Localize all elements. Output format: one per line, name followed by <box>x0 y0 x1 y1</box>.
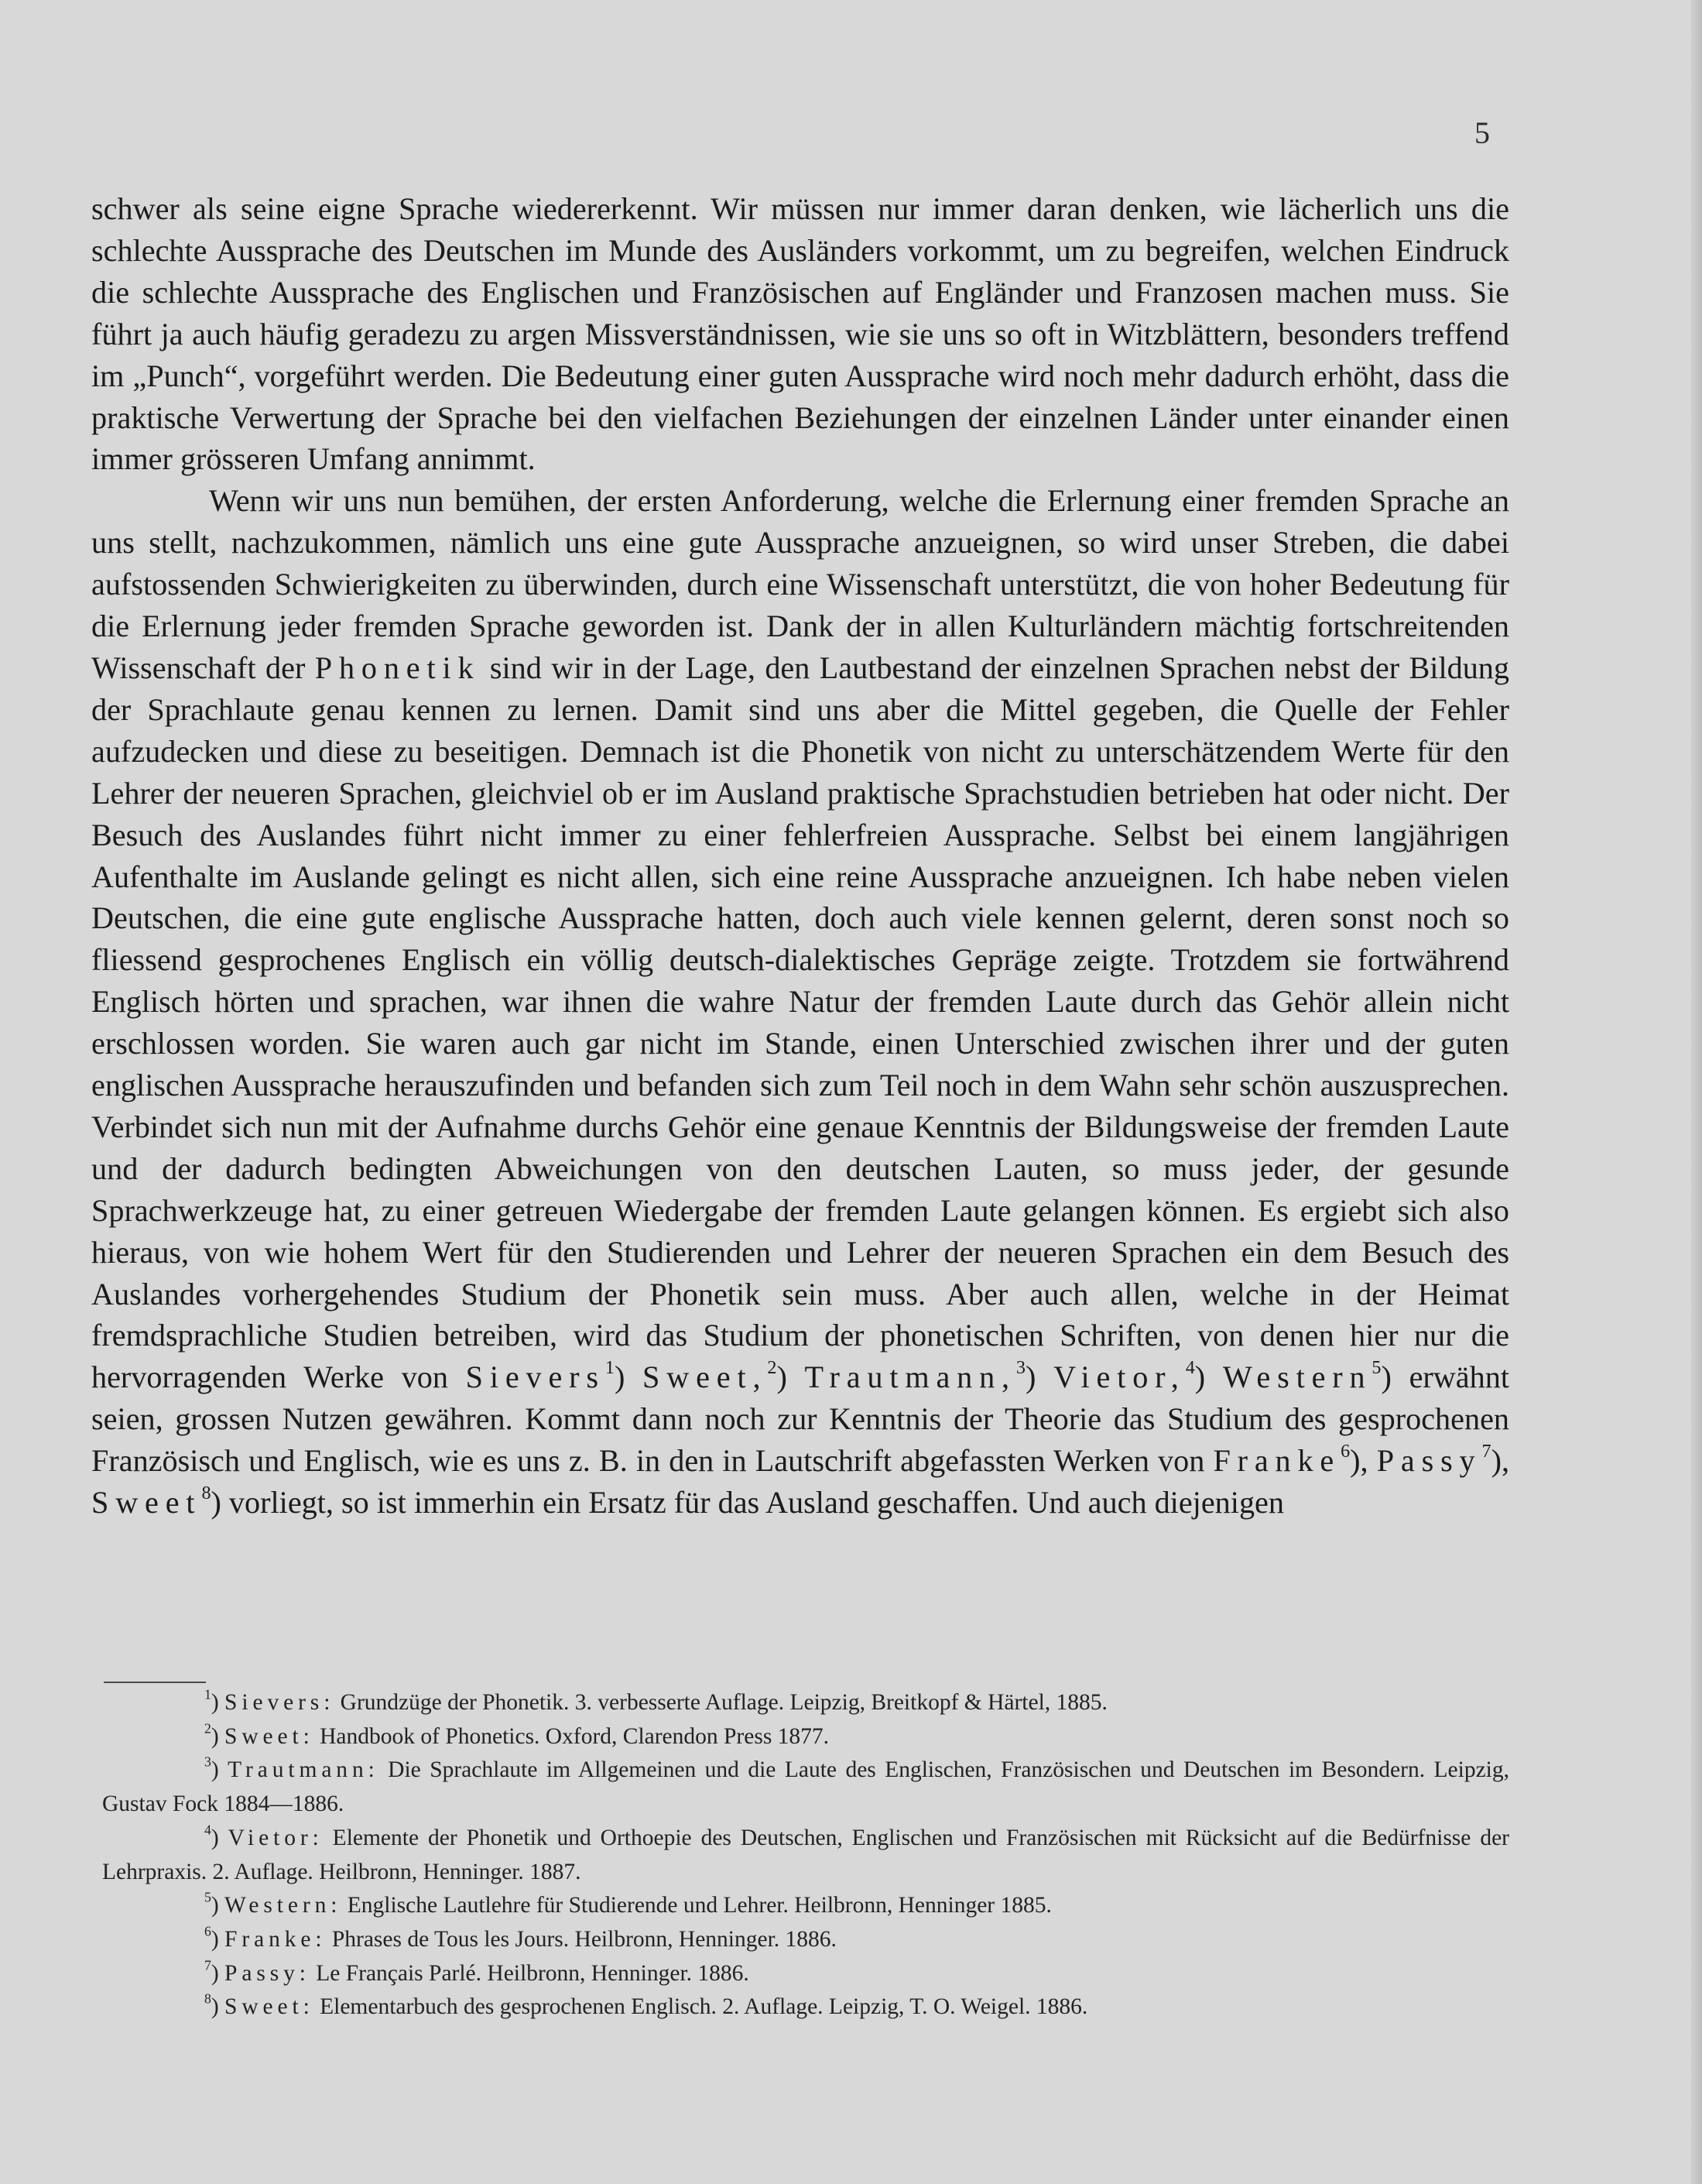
footnote-author: Western: <box>224 1893 342 1918</box>
separator: ) <box>1194 1359 1223 1395</box>
text-segment: sind wir in der Lage, den Lautbestand der einzelnen Sprachen nebst der Bildung der Sprachlaute genau kennen zu lernen. Damit sind uns aber die Mittel gegeben, die Quelle der Fehler aufzudecken und diese zu beseitigen. Demnach ist die Phonetik von nicht zu unterschätzendem Werte für den Lehrer der neueren Sprachen, gleichviel ob er im Ausland praktische Sprachstudien betrieben hat oder nicht. Der Besuch des Auslandes führt nicht immer zu einer fehlerfreien Aussprache. Selbst bei einem langjährigen Aufenthalte im Auslande gelingt es nicht allen, sich eine reine Aussprache anzueignen. Ich habe neben vielen Deutschen, die eine gute englische Aussprache hatten, doch auch viele kennen gelernt, deren sonst noch so fliessend gesprochenes Englisch ein völlig deutsch-dialektisches Gepräge zeigte. Trotzdem sie fortwährend Englisch hörten und sprachen, war ihnen die wahre Natur der fremden Laute durch das Gehör allein nicht erschlossen worden. Sie waren auch gar nicht im Stande, einen Unterschied zwischen ihrer und der guten englischen Aussprache herauszufinden und befanden sich zum Teil noch in dem Wahn sehr schön auszusprechen. Verbindet sich nun mit der Aufnahme durchs Gehör eine genaue Kenntnis der Bildungsweise der fremden Laute und der dadurch bedingten Abweichungen von den deutschen Lauten, so muss jeder, der gesunde Sprachwerkzeuge hat, zu einer getreuen Wiedergabe der fremden Laute gelangen können. Es ergiebt sich also hieraus, von wie hohem Wert für den Studierenden und Lehrer der neueren Sprachen ein dem Besuch des Auslandes vorhergehendes Studium der Phonetik sein muss. Aber auch allen, welche in der Heimat fremdsprachliche Studien betreiben, wird das Studium der phonetischen Schriften, von denen hier nur die hervorragenden Werke von <box>91 650 1509 1395</box>
footnote: $^3$) Trautmann: Die Sprachlaute im Allgemeinen und die Laute des Englischen, Französischen und Deutschen im Besondern. Leipzig, Gustav Fock 1884—1886. <box>102 1754 1510 1817</box>
term-phonetik: Phonetik <box>314 650 481 685</box>
footnote-text: Die Sprachlaute im Allgemeinen und die Laute des Englischen, Französischen und Deutschen im Besondern. Leipzig, Gustav Fock 1884—1886. <box>102 1757 1510 1817</box>
paragraph-1: schwer als seine eigne Sprache wiedererkennt. Wir müssen nur immer daran denken, wie lächerlich uns die schlechte Aussprache des Deutschen im Munde des Ausländers vorkommt, um zu begreifen, welchen Eindruck die schlechte Aussprache des Englischen und Französischen auf Engländer und Franzosen machen muss. Sie führt ja auch häufig geradezu zu argen Missverständnissen, wie sie uns so oft in Witzblättern, besonders treffend im „Punch“, vorgeführt werden. Die Bedeutung einer guten Aussprache wird noch mehr dadurch erhöht, dass die praktische Verwertung der Sprache bei den vielfachen Beziehungen der einzelnen Länder unter einander einen immer grösseren Umfang annimmt. <box>91 191 1509 477</box>
footnote: $^5$) Western: Englische Lautlehre für Studierende und Lehrer. Heilbronn, Henninger 1885. <box>204 1889 1052 1918</box>
separator: ), <box>1491 1443 1509 1479</box>
paragraph-2 <box>91 480 1509 1524</box>
footnote: $^7$) Passy: Le Français Parlé. Heilbronn, Henninger. 1886. <box>204 1957 749 1986</box>
footnote-text: Elementarbuch des gesprochenen Englisch. 2. Auflage. Leipzig, T. O. Weigel. 1886. <box>313 1994 1088 2020</box>
text-segment: ) erwähnt seien, grossen Nutzen gewähren. Kommt dann noch zur Kenntnis der Theorie das Studium des gesprochenen Französisch und Englisch, wie es uns z. B. in den in Lautschrift abgefassten Werken von <box>91 1359 1509 1479</box>
footnote: $^6$) Franke: Phrases de Tous les Jours. Heilbronn, Henninger. 1886. <box>204 1923 837 1952</box>
author-trautmann: Trautmann, <box>804 1359 1016 1395</box>
footnote-ref: 3 <box>1015 1358 1026 1379</box>
author-sievers: Sievers <box>465 1359 605 1395</box>
author-western: Western <box>1222 1359 1372 1395</box>
footnote-author: Passy: <box>224 1960 310 1986</box>
footnotes <box>102 1686 1509 2025</box>
footnote-ref: 1 <box>604 1358 615 1379</box>
footnote: $^2$) Sweet: Handbook of Phonetics. Oxford, Clarendon Press 1877. <box>204 1720 830 1749</box>
footnote: $^1$) Sievers: Grundzüge der Phonetik. 3. verbesserte Auflage. Leipzig, Breitkopf & Härtel, 1885. <box>204 1686 1108 1715</box>
footnote-ref: 7 <box>1481 1442 1491 1462</box>
footnote-mark: 8 <box>204 1991 211 2007</box>
author-sweet: Sweet, <box>642 1359 768 1395</box>
footnote-text: Handbook of Phonetics. Oxford, Clarendon Press 1877. <box>313 1723 830 1749</box>
separator: ) <box>614 1359 643 1395</box>
footnote-author: Vietor: <box>228 1825 324 1850</box>
footnote-mark: 7 <box>204 1957 211 1973</box>
footnote-author: Trautmann: <box>228 1757 379 1783</box>
footnote-mark: 5 <box>204 1889 211 1905</box>
main-text <box>91 188 1509 1524</box>
author-franke: Franke <box>1213 1443 1341 1479</box>
footnote-mark: 1 <box>204 1686 211 1702</box>
footnote-text: Phrases de Tous les Jours. Heilbronn, Henninger. 1886. <box>326 1926 837 1952</box>
footnote: $^8$) Sweet: Elementarbuch des gesprochenen Englisch. 2. Auflage. Leipzig, T. O. Weigel. 1886. <box>204 1991 1088 2020</box>
footnote-ref: 6 <box>1341 1442 1351 1462</box>
author-sweet: Sweet <box>91 1485 202 1521</box>
footnote-author: Sweet: <box>224 1994 314 2020</box>
text-segment: ) vorliegt, so ist immerhin ein Ersatz für das Ausland geschaffen. Und auch diejenigen <box>211 1485 1284 1521</box>
author-vietor: Vietor, <box>1053 1359 1186 1395</box>
footnote-author: Sievers: <box>224 1690 335 1715</box>
footnote-ref: 5 <box>1372 1358 1382 1379</box>
text-segment: Wenn wir uns nun bemühen, der ersten Anforderung, welche die Erlernung einer fremden Sprache an uns stellt, nachzukommen, nämlich uns eine gute Aussprache anzueignen, so wird unser Streben, die dabei aufstossenden Schwierigkeiten zu überwinden, durch eine Wissenschaft unterstützt, die von hoher Bedeutung für die Erlernung jeder fremden Sprache geworden ist. Dank der in allen Kulturländern mächtig fortschreitenden Wissenschaft der <box>91 483 1509 685</box>
footnote-mark: 6 <box>204 1923 211 1939</box>
footnote-ref: 8 <box>201 1483 211 1504</box>
separator: ), <box>1350 1443 1377 1479</box>
footnote-ref: 4 <box>1185 1358 1195 1379</box>
footnote-mark: 2 <box>204 1720 211 1737</box>
author-passy: Passy <box>1376 1443 1482 1479</box>
footnote-text: Englische Lautlehre für Studierende und Lehrer. Heilbronn, Henninger 1885. <box>341 1893 1052 1918</box>
footnote-author: Franke: <box>224 1926 327 1952</box>
separator: ) <box>776 1359 805 1395</box>
footnote: $^4$) Vietor: Elemente der Phonetik und Orthoepie des Deutschen, Englischen und Französischen mit Rücksicht auf die Bedürfnisse der Lehrpraxis. 2. Auflage. Heilbronn, Henninger. 1887. <box>102 1822 1509 1884</box>
footnote-mark: 3 <box>204 1754 211 1771</box>
footnote-author: Sweet: <box>224 1723 314 1749</box>
footnote-mark: 4 <box>204 1822 211 1838</box>
footnote-divider <box>104 1682 206 1683</box>
footnote-ref: 2 <box>767 1358 777 1379</box>
footnote-text: Grundzüge der Phonetik. 3. verbesserte Auflage. Leipzig, Breitkopf & Härtel, 1885. <box>334 1690 1108 1715</box>
page-number: 5 <box>1474 115 1490 150</box>
page-edge <box>1691 0 1702 2184</box>
footnote-text: Elemente der Phonetik und Orthoepie des Deutschen, Englischen und Französischen mit Rücksicht auf die Bedürfnisse der Lehrpraxis. 2. Auflage. Heilbronn, Henninger. 1887. <box>102 1825 1509 1884</box>
separator: ) <box>1025 1359 1054 1395</box>
footnote-text: Le Français Parlé. Heilbronn, Henninger. 1886. <box>310 1960 749 1986</box>
